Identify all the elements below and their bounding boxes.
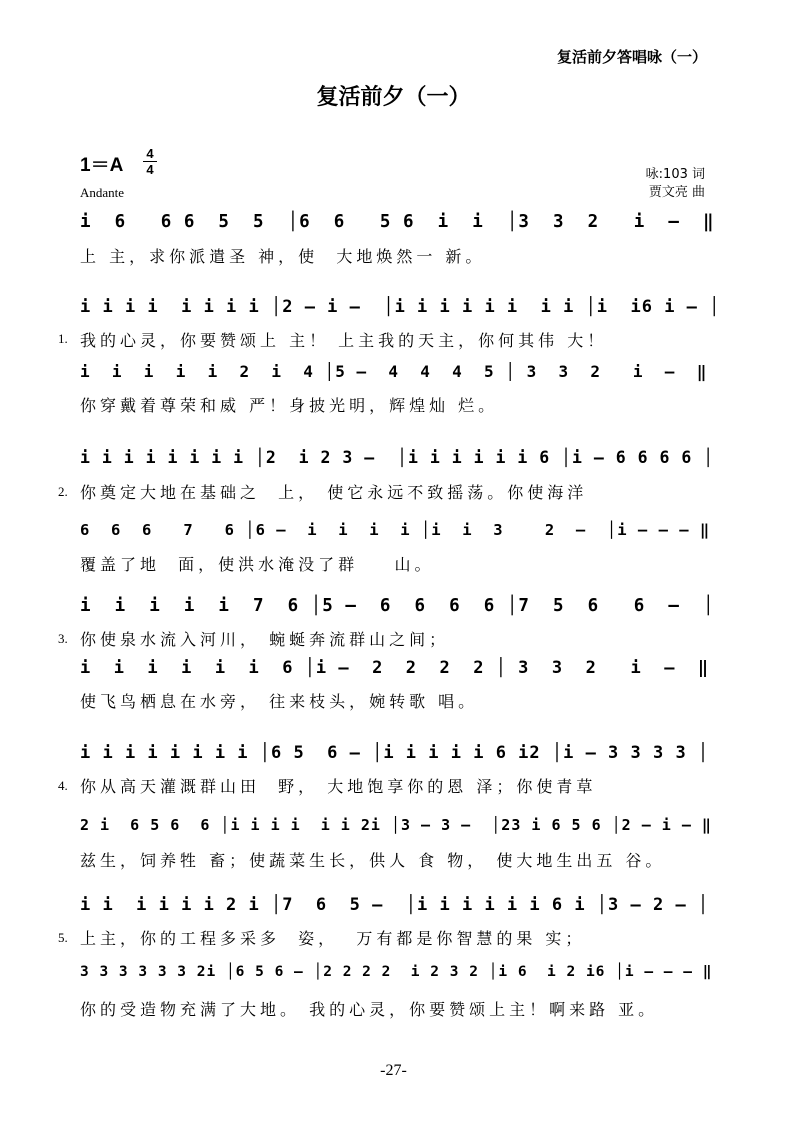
- page-title: 复活前夕（一）: [316, 85, 471, 110]
- lyrics-credit: 咏:103 词: [645, 167, 705, 182]
- lyrics-line-3: 你穿戴着尊荣和威 严！身披光明，辉煌灿 烂。: [80, 396, 499, 415]
- lyrics-line-6: 你使泉水流入河川， 蜿蜒奔流群山之间；: [80, 630, 450, 649]
- time-signature: [143, 147, 157, 176]
- key-signature: 1＝A: [80, 155, 124, 176]
- notation-line-3: i i i i i 2 i 4 │5 – 4 4 4 5 │ 3 3 2 i – ‖: [80, 362, 708, 381]
- notation-line-10: i i i i i i 2 i │7 6 5 – │i i i i i i 6 i │3 – 2 – │: [80, 895, 710, 915]
- verse-number: 5.: [58, 930, 68, 945]
- verse-number: 3.: [58, 631, 68, 646]
- lyrics-line-4: 你奠定大地在基础之 上， 使它永远不致摇荡。你使海洋: [80, 483, 588, 502]
- time-signature-top: 4: [146, 146, 154, 161]
- lyrics-line-10: 上主，你的工程多采多 姿， 万有都是你智慧的果 实；: [80, 929, 586, 948]
- tempo-marking: Andante: [80, 185, 125, 200]
- notation-line-7: i i i i i i 6 │i – 2 2 2 2 │ 3 3 2 i – ‖: [80, 658, 710, 678]
- lyrics-line-5: 覆盖了地 面，使洪水淹没了群 山。: [80, 555, 435, 574]
- page-number: -27-: [380, 1062, 407, 1079]
- lyrics-line-7: 使飞鸟栖息在水旁， 往来枝头，婉转歌 唱。: [80, 692, 479, 711]
- lyrics-line-11: 你的受造物充满了大地。 我的心灵，你要赞颂上主！啊来路 亚。: [80, 1000, 659, 1019]
- lyrics-line-2: 我的心灵，你要赞颂上 主！ 上主我的天主，你何其伟 大！: [80, 331, 608, 350]
- lyrics-line-9: 兹生，饲养牲 畜；使蔬菜生长，供人 食 物， 使大地生出五 谷。: [80, 851, 666, 870]
- notation-line-5: 6 6 6 7 6 │6 – i i i i │i i 3 2 – │i – – – ‖: [80, 521, 711, 539]
- notation-line-6: i i i i i 7 6 │5 – 6 6 6 6 │7 5 6 6 – │: [80, 596, 715, 616]
- music-credit: 贾文亮 曲: [648, 185, 705, 200]
- lyrics-line-1: 上 主，求你派遣圣 神，使 大地焕然一 新。: [80, 247, 486, 266]
- lyrics-line-8: 你从高天灌溉群山田 野， 大地饱享你的恩 泽；你使青草: [80, 777, 597, 796]
- notation-line-4: i i i i i i i i │2 i 2 3 – │i i i i i i 6 │i – 6 6 6 6 │: [80, 448, 715, 467]
- notation-line-2: i i i i i i i i │2 – i – │i i i i i i i i │i i6 i – │: [80, 297, 721, 317]
- verse-number: 2.: [58, 484, 68, 499]
- notation-line-8: i i i i i i i i │6 5 6 – │i i i i i 6 i2 │i – 3 3 3 3 │: [80, 743, 710, 763]
- notation-line-11: 3 3 3 3 3 3 2i │6 5 6 – │2 2 2 2 i 2 3 2 │i 6 i 2 i6 │i – – – ‖: [80, 964, 713, 980]
- notation-line-1: i 6 6 6 5 5 │6 6 5 6 i i │3 3 2 i – ‖: [80, 212, 715, 232]
- running-header: 复活前夕答唱咏（一）: [556, 48, 707, 66]
- verse-number: 4.: [58, 778, 68, 793]
- time-signature-bottom: 4: [146, 162, 154, 177]
- notation-line-9: 2 i 6 5 6 6 │i i i i i i 2i │3 – 3 – │23 i 6 5 6 │2 – i – ‖: [80, 816, 712, 834]
- verse-number: 1.: [58, 331, 68, 346]
